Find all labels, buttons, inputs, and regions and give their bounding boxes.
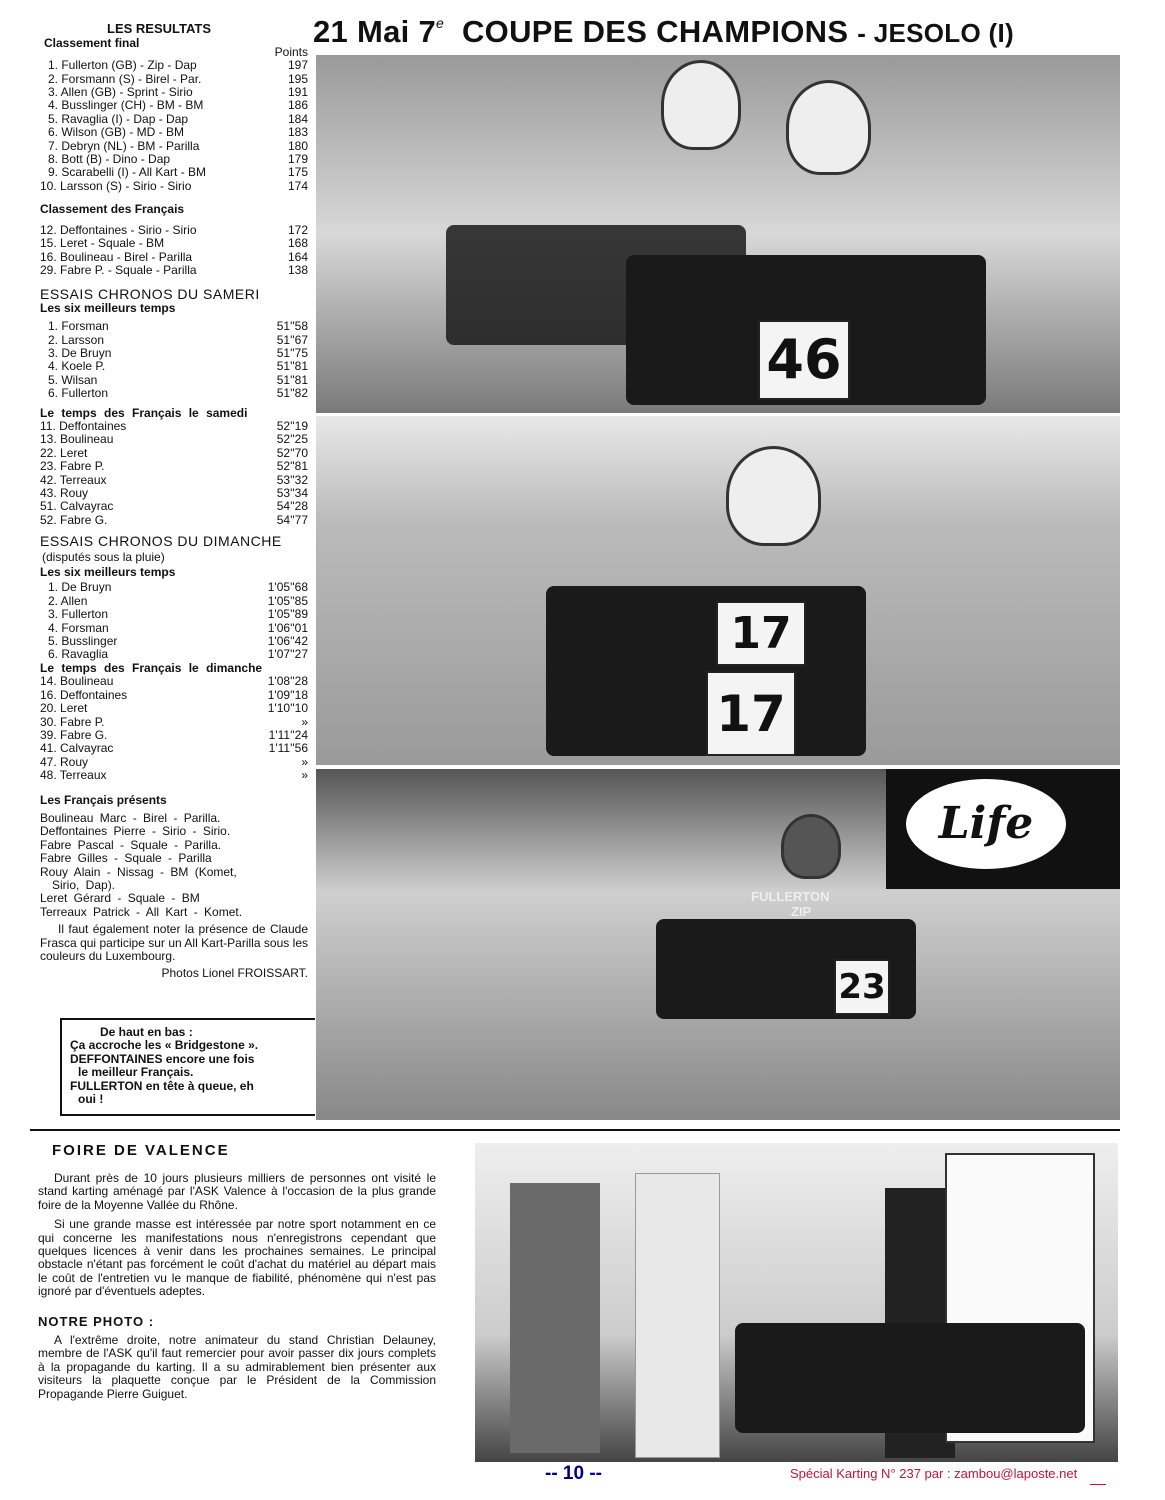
result-name: 1. Fullerton (GB) - Zip - Dap — [48, 58, 197, 73]
result-name: 10. Larsson (S) - Sirio - Sirio — [40, 178, 192, 193]
sunday-heading: ESSAIS CHRONOS DU DIMANCHE — [40, 533, 282, 550]
result-name: 39. Fabre G. — [40, 727, 108, 742]
result-name: 3. Fullerton — [48, 607, 109, 622]
caption-line: De haut en bas : — [100, 1025, 193, 1039]
sunday-french-label: Le temps des Français le dimanche — [40, 660, 263, 675]
result-row — [40, 334, 308, 347]
result-row — [40, 347, 308, 360]
result-name: 52. Fabre G. — [40, 512, 108, 527]
result-value: 184 — [287, 111, 308, 126]
sunday-note: (disputés sous la pluie) — [42, 549, 165, 564]
result-name: 15. Leret - Squale - BM — [40, 236, 165, 251]
result-name: 4. Forsman — [48, 620, 109, 635]
result-row — [40, 742, 308, 755]
foire-article — [38, 1172, 436, 1401]
photo-karts-46 — [316, 55, 1120, 413]
result-name: 30. Fabre P. — [40, 714, 105, 729]
sunday-french-list — [40, 675, 308, 782]
sunday-best-list — [40, 581, 308, 661]
result-row — [40, 648, 308, 661]
result-row — [40, 166, 308, 179]
result-value: 54''77 — [276, 512, 308, 527]
present-line: Deffontaines Pierre - Sirio - Sirio. — [40, 824, 231, 839]
saturday-french-list — [40, 420, 308, 527]
result-name: 1. De Bruyn — [48, 580, 112, 595]
result-row — [40, 447, 308, 460]
caption-line: oui ! — [78, 1092, 104, 1107]
result-value: 52''25 — [276, 432, 308, 447]
result-value: 52''19 — [276, 418, 308, 433]
result-name: 16. Deffontaines — [40, 687, 128, 702]
result-row — [40, 474, 308, 487]
result-value: 1'05''85 — [267, 593, 308, 608]
footer-credit: Spécial Karting N° 237 par : zambou@laposte.net — [790, 1466, 1078, 1481]
result-value: 1'06''01 — [267, 620, 308, 635]
result-value: 195 — [287, 71, 308, 86]
results-heading: LES RESULTATS — [107, 21, 211, 36]
life-advertising-sign: Life — [906, 779, 1066, 869]
result-value: 191 — [287, 85, 308, 100]
final-standings-list — [40, 59, 308, 193]
photo-kart-23 — [316, 769, 1120, 1120]
caption-box — [60, 1018, 315, 1116]
result-value: 53''34 — [276, 486, 308, 500]
result-name: 8. Bott (B) - Dino - Dap — [48, 152, 171, 167]
result-name: 12. Deffontaines - Sirio - Sirio — [40, 222, 197, 237]
present-line: Fabre Pascal - Squale - Parilla. — [40, 837, 222, 852]
result-value: 138 — [287, 262, 308, 277]
result-name: 1. Forsman — [48, 319, 109, 334]
paragraph: Durant près de 10 jours plusieurs milliers de personnes ont visité le stand karting aménagé par l'ASK Valence à l'occasion de la plus grande foire de la Moyenne Vallée du Rhône. — [38, 1171, 436, 1212]
result-name: 9. Scarabelli (I) - All Kart - BM — [48, 165, 207, 180]
result-name: 2. Allen — [48, 593, 88, 608]
photo-kart-17 — [316, 416, 1120, 765]
present-note: Il faut également noter la présence de Claude Frasca qui participe sur un All Kart-Parilla sous les couleurs du Luxembourg. — [40, 922, 308, 963]
caption-line: DEFFONTAINES encore une fois — [70, 1051, 255, 1066]
result-name: 4. Busslinger (CH) - BM - BM — [48, 98, 204, 113]
result-value: » — [301, 714, 308, 729]
article-title: 21 Mai 7e COUPE DES CHAMPIONS - JESOLO (I) — [313, 14, 1014, 49]
result-name: 41. Calvayrac — [40, 741, 114, 756]
result-value: 53''32 — [276, 472, 308, 487]
result-row — [40, 320, 308, 333]
result-name: 23. Fabre P. — [40, 459, 105, 474]
result-name: 3. De Bruyn — [48, 345, 112, 360]
result-value: 51''81 — [276, 372, 308, 387]
result-value: 1'10''10 — [267, 701, 308, 716]
page-number: -- 10 -- — [545, 1463, 602, 1484]
result-row — [40, 73, 308, 86]
points-label: Points — [274, 44, 308, 59]
result-row — [40, 153, 308, 166]
french-standings-list — [40, 224, 308, 278]
result-row — [40, 729, 308, 742]
result-value: 52''81 — [276, 459, 308, 474]
result-value: 1'05''68 — [267, 580, 308, 595]
result-name: 47. Rouy — [40, 754, 89, 769]
result-name: 5. Ravaglia (I) - Dap - Dap — [48, 111, 189, 126]
result-value: 52''70 — [276, 445, 308, 460]
result-row — [40, 635, 308, 648]
result-value: 186 — [287, 98, 308, 113]
result-name: 6. Fullerton — [48, 386, 109, 401]
result-value: 1'11''24 — [268, 727, 308, 742]
result-row — [40, 180, 308, 193]
result-value: 51''67 — [276, 332, 308, 347]
result-row — [40, 689, 308, 702]
result-name: 14. Boulineau — [40, 674, 114, 689]
result-name: 5. Busslinger — [48, 634, 118, 649]
result-value: 51''75 — [276, 345, 308, 360]
result-name: 7. Debryn (NL) - BM - Parilla — [48, 138, 200, 153]
result-name: 51. Calvayrac — [40, 499, 114, 514]
present-line: Terreaux Patrick - All Kart - Komet. — [40, 904, 243, 919]
present-label: Les Français présents — [40, 792, 167, 807]
caption-line: Ça accroche les « Bridgestone ». — [70, 1038, 259, 1053]
result-row — [40, 251, 308, 264]
result-value: 174 — [287, 178, 308, 193]
team-name-on-suit: ZIP — [791, 904, 812, 919]
result-name: 4. Koele P. — [48, 359, 106, 374]
result-row — [40, 769, 308, 782]
result-row — [40, 595, 308, 608]
driver-name-on-suit: FULLERTON — [751, 889, 830, 904]
saturday-heading: ESSAIS CHRONOS DU SAMERI — [40, 286, 260, 303]
kart-number-plate: 17 — [716, 601, 806, 666]
result-row — [40, 264, 308, 277]
result-row — [40, 716, 308, 729]
result-name: 2. Larsson — [48, 332, 105, 347]
photo-heading: NOTRE PHOTO : — [38, 1313, 155, 1329]
present-line: Fabre Gilles - Squale - Parilla — [40, 851, 212, 866]
french-standings-label: Classement des Français — [40, 202, 185, 217]
result-name: 22. Leret — [40, 445, 88, 460]
result-name: 13. Boulineau — [40, 432, 114, 447]
result-row — [40, 237, 308, 250]
result-value: 51''81 — [276, 359, 308, 374]
result-name: 3. Allen (GB) - Sprint - Sirio — [48, 85, 193, 100]
result-name: 6. Ravaglia — [48, 647, 109, 662]
result-value: 197 — [287, 58, 308, 73]
result-value: 1'05''89 — [267, 607, 308, 622]
result-row — [40, 514, 308, 527]
result-value: 1'07''27 — [267, 647, 308, 662]
result-value: » — [301, 754, 308, 769]
result-row — [40, 140, 308, 153]
result-value: 1'06''42 — [267, 634, 308, 649]
result-name: 42. Terreaux — [40, 472, 107, 487]
result-row — [40, 500, 308, 513]
saturday-best-label: Les six meilleurs temps — [40, 300, 176, 315]
result-row — [40, 387, 308, 400]
result-row — [40, 487, 308, 500]
result-row — [40, 59, 308, 72]
result-name: 43. Rouy — [40, 486, 89, 500]
result-row — [40, 622, 308, 635]
result-row — [40, 360, 308, 373]
result-name: 5. Wilsan — [48, 372, 98, 387]
result-row — [40, 374, 308, 387]
present-list — [40, 812, 308, 919]
result-value: 1'11''56 — [268, 741, 308, 756]
result-row — [40, 126, 308, 139]
result-value: 175 — [287, 165, 308, 180]
sunday-best-label: Les six meilleurs temps — [40, 565, 176, 580]
result-name: 48. Terreaux — [40, 768, 107, 783]
result-row — [40, 581, 308, 594]
result-value: 172 — [287, 222, 308, 237]
result-value: 168 — [287, 236, 308, 251]
final-standings-label: Classement final — [44, 36, 140, 51]
result-row — [40, 608, 308, 621]
results-column — [40, 22, 308, 981]
result-row — [40, 99, 308, 112]
result-value: 51''82 — [276, 386, 308, 401]
result-row — [40, 224, 308, 237]
result-name: 11. Deffontaines — [40, 418, 127, 433]
result-name: 2. Forsmann (S) - Birel - Par. — [48, 71, 202, 86]
photo-credit: Photos Lionel FROISSART. — [161, 966, 308, 981]
result-value: 1'08''28 — [267, 674, 308, 689]
caption-line: FULLERTON en tête à queue, eh — [70, 1078, 254, 1093]
saturday-best-list — [40, 320, 308, 400]
result-row — [40, 420, 308, 433]
result-value: 180 — [287, 138, 308, 153]
result-name: 6. Wilson (GB) - MD - BM — [48, 125, 185, 140]
kart-number-plate: 23 — [834, 959, 890, 1015]
result-row — [40, 460, 308, 473]
result-name: 20. Leret — [40, 701, 88, 716]
result-value: 1'09''18 — [267, 687, 308, 702]
section-divider — [30, 1129, 1120, 1131]
present-line: Leret Gérard - Squale - BM — [40, 891, 200, 906]
present-line: Sirio, Dap). — [52, 877, 116, 892]
result-row — [40, 675, 308, 688]
result-value: 51''58 — [276, 319, 308, 334]
foire-heading: FOIRE DE VALENCE — [52, 1142, 230, 1159]
kart-number-plate: 46 — [758, 320, 850, 400]
present-line: Boulineau Marc - Birel - Parilla. — [40, 810, 221, 825]
photo-valence-stand — [475, 1143, 1118, 1462]
result-row — [40, 113, 308, 126]
result-value: 179 — [287, 152, 308, 167]
paragraph: A l'extrême droite, notre animateur du stand Christian Delauney, membre de l'ASK qu'il faut remercier pour avoir passer dix jours complets à la propagande du karting. Il a su admirablement bien présenter aux visiteurs la plaquette conçue par le Président de la Commission Propagande Pierre Guiguet. — [38, 1333, 436, 1401]
result-row — [40, 433, 308, 446]
saturday-french-label: Le temps des Français le samedi — [40, 405, 248, 420]
result-name: 29. Fabre P. - Squale - Parilla — [40, 262, 197, 277]
result-row — [40, 86, 308, 99]
kart-number-plate: 17 — [706, 671, 796, 756]
result-name: 16. Boulineau - Birel - Parilla — [40, 249, 193, 264]
present-line: Rouy Alain - Nissag - BM (Komet, — [40, 864, 237, 879]
footer-underline — [1090, 1484, 1106, 1485]
result-value: 164 — [287, 249, 308, 264]
paragraph: Si une grande masse est intéressée par notre sport notamment en ce qui concerne les manifestations nous n'enregistrons cependant que quelques licences à venir dans les prochaines semaines. Le principal obstacle n'étant pas forcément le coût d'achat du matériel au départ mais le coût de l'entretien vu le manque de fiabilité, phénomène qui n'est pas ignoré par d'éventuels adeptes. — [38, 1217, 436, 1299]
result-value: » — [301, 768, 308, 783]
result-value: 183 — [287, 125, 308, 140]
result-row — [40, 756, 308, 769]
result-value: 54''28 — [276, 499, 308, 514]
caption-line: le meilleur Français. — [78, 1065, 194, 1080]
result-row — [40, 702, 308, 715]
